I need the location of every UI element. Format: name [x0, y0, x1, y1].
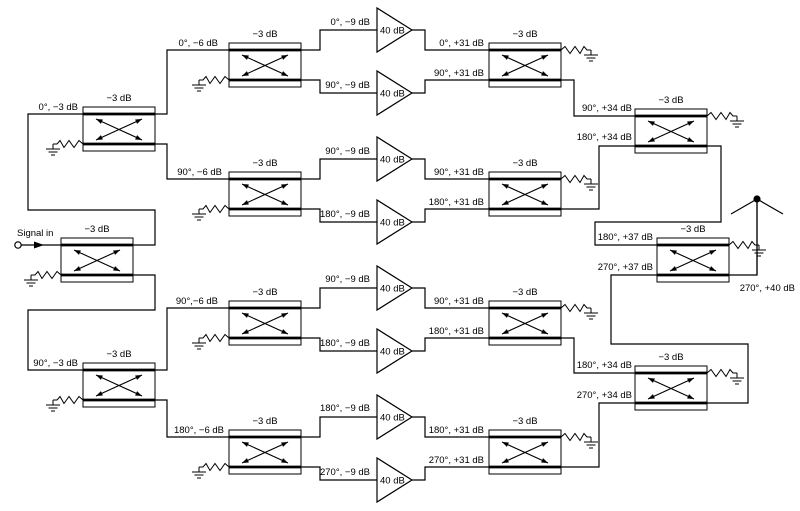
label-amp1-in: 0°, −9 dB: [330, 17, 370, 28]
termination-resistor-icon: [707, 113, 737, 120]
wire: [412, 80, 489, 93]
coupler-label: −3 dB: [658, 352, 684, 363]
wire: [301, 159, 377, 179]
coupler-label: −3 dB: [252, 29, 278, 40]
termination-resistor-icon: [561, 434, 591, 441]
antenna-arm: [757, 199, 783, 214]
amplifier-gain-label: 40 dB: [380, 88, 405, 100]
amplifier-gain-label: 40 dB: [380, 217, 405, 229]
label-combiner3-in-bottom: 180°, +31 dB: [428, 326, 484, 337]
signal-input-terminal: [15, 242, 21, 248]
antenna-arm: [731, 199, 757, 214]
label-amp4-in: 180°, −9 dB: [319, 209, 370, 220]
label-to-splitter-1: 0°, −6 dB: [178, 38, 218, 49]
label-mid-bottom-in-bottom: 270°, +34 dB: [576, 390, 632, 401]
ground-icon: [192, 467, 206, 478]
ground-icon: [584, 179, 598, 190]
label-final-in-bottom: 270°, +37 dB: [597, 262, 653, 273]
antenna-feed-dot: [753, 195, 760, 202]
amplifier-amp-2: [377, 71, 412, 115]
coupler-label: −3 dB: [252, 416, 278, 427]
label-to-splitter-4: 180°, −6 dB: [173, 425, 224, 436]
termination-resistor-icon: [199, 335, 229, 342]
ground-icon: [46, 400, 60, 411]
wire: [412, 209, 489, 222]
label-combiner2-in-top: 90°, +31 dB: [433, 167, 484, 178]
ground-icon: [46, 144, 60, 155]
label-combiner3-in-top: 90°, +31 dB: [433, 296, 484, 307]
label-amp3-in: 90°, −9 dB: [325, 146, 370, 157]
termination-resistor-icon: [561, 305, 591, 312]
ground-icon: [192, 209, 206, 220]
coupler-label: −3 dB: [658, 95, 684, 106]
termination-resistor-icon: [561, 47, 591, 54]
antenna-icon: [731, 195, 783, 275]
label-to-splitter-3: 90°,−6 dB: [175, 296, 218, 307]
label-amp6-in: 180°, −9 dB: [319, 338, 370, 349]
label-to-splitter-bottom: 90°, −3 dB: [33, 358, 78, 369]
amplifier-amp-8: [377, 458, 412, 502]
coupler-label: −3 dB: [252, 287, 278, 298]
termination-resistor-icon: [729, 242, 759, 249]
coupler-label: −3 dB: [106, 93, 132, 104]
coupler-label: −3 dB: [512, 29, 538, 40]
amplifier-gain-label: 40 dB: [380, 475, 405, 487]
ground-icon: [192, 80, 206, 91]
label-combiner1-in-top: 0°, +31 dB: [439, 38, 484, 49]
label-amp2-in: 90°, −9 dB: [325, 80, 370, 91]
ground-icon: [24, 275, 38, 286]
coupler-label: −3 dB: [106, 349, 132, 360]
ground-icon: [584, 308, 598, 319]
termination-resistor-icon: [199, 206, 229, 213]
label-mid-bottom-in-top: 180°, +34 dB: [576, 360, 632, 371]
wire: [28, 275, 155, 370]
wire: [412, 467, 489, 480]
wire: [561, 146, 635, 209]
termination-resistor-icon: [31, 272, 61, 279]
label-combiner1-in-bottom: 90°, +31 dB: [433, 68, 484, 79]
ground-icon: [752, 245, 766, 256]
amplifier-amp-4: [377, 200, 412, 244]
termination-resistor-icon: [707, 370, 737, 377]
amplifier-amp-7: [377, 395, 412, 439]
wire: [301, 417, 377, 437]
label-amp5-in: 90°, −9 dB: [325, 274, 370, 285]
amplifier-amp-6: [377, 329, 412, 373]
label-combiner4-in-top: 180°, +31 dB: [428, 425, 484, 436]
ground-icon: [584, 50, 598, 61]
termination-resistor-icon: [53, 141, 83, 148]
termination-resistor-icon: [199, 464, 229, 471]
label-amp8-in: 270°, −9 dB: [319, 467, 370, 478]
label-mid-top-in-top: 90°, +34 dB: [581, 103, 632, 114]
coupler-label: −3 dB: [84, 224, 110, 235]
amplifier-gain-label: 40 dB: [380, 283, 405, 295]
label-mid-top-in-bottom: 180°, +34 dB: [576, 132, 632, 143]
label-to-splitter-2: 90°, −6 dB: [177, 167, 222, 178]
label-combiner2-in-bottom: 180°, +31 dB: [428, 197, 484, 208]
wire: [301, 30, 377, 50]
label-final-in-top: 180°, +37 dB: [597, 232, 653, 243]
wire: [301, 288, 377, 308]
label-to-splitter-top: 0°, −3 dB: [38, 102, 78, 113]
termination-resistor-icon: [199, 77, 229, 84]
coupler-label: −3 dB: [512, 287, 538, 298]
amplifier-amp-5: [377, 266, 412, 310]
ground-icon: [192, 338, 206, 349]
coupler-label: −3 dB: [512, 158, 538, 169]
amplifier-gain-label: 40 dB: [380, 346, 405, 358]
label-signal-in: Signal in: [17, 228, 54, 239]
wire: [729, 200, 757, 275]
wire: [561, 403, 635, 467]
ground-icon: [584, 437, 598, 448]
wire: [412, 338, 489, 351]
wire: [155, 50, 229, 114]
amplifier-amp-3: [377, 137, 412, 181]
coupler-label: −3 dB: [512, 416, 538, 427]
termination-resistor-icon: [561, 176, 591, 183]
termination-resistor-icon: [53, 397, 83, 404]
label-combiner4-in-bottom: 270°, +31 dB: [428, 455, 484, 466]
ground-icon: [730, 373, 744, 384]
label-amp7-in: 180°, −9 dB: [319, 403, 370, 414]
amplifier-amp-1: [377, 8, 412, 52]
coupler-label: −3 dB: [680, 224, 706, 235]
signal-direction-arrow-icon: [34, 242, 44, 249]
amplifier-gain-label: 40 dB: [380, 412, 405, 424]
amplifier-gain-label: 40 dB: [380, 25, 405, 37]
ground-icon: [730, 116, 744, 127]
coupler-label: −3 dB: [252, 158, 278, 169]
amplifier-gain-label: 40 dB: [380, 154, 405, 166]
label-antenna-out: 270°, +40 dB: [739, 283, 795, 294]
